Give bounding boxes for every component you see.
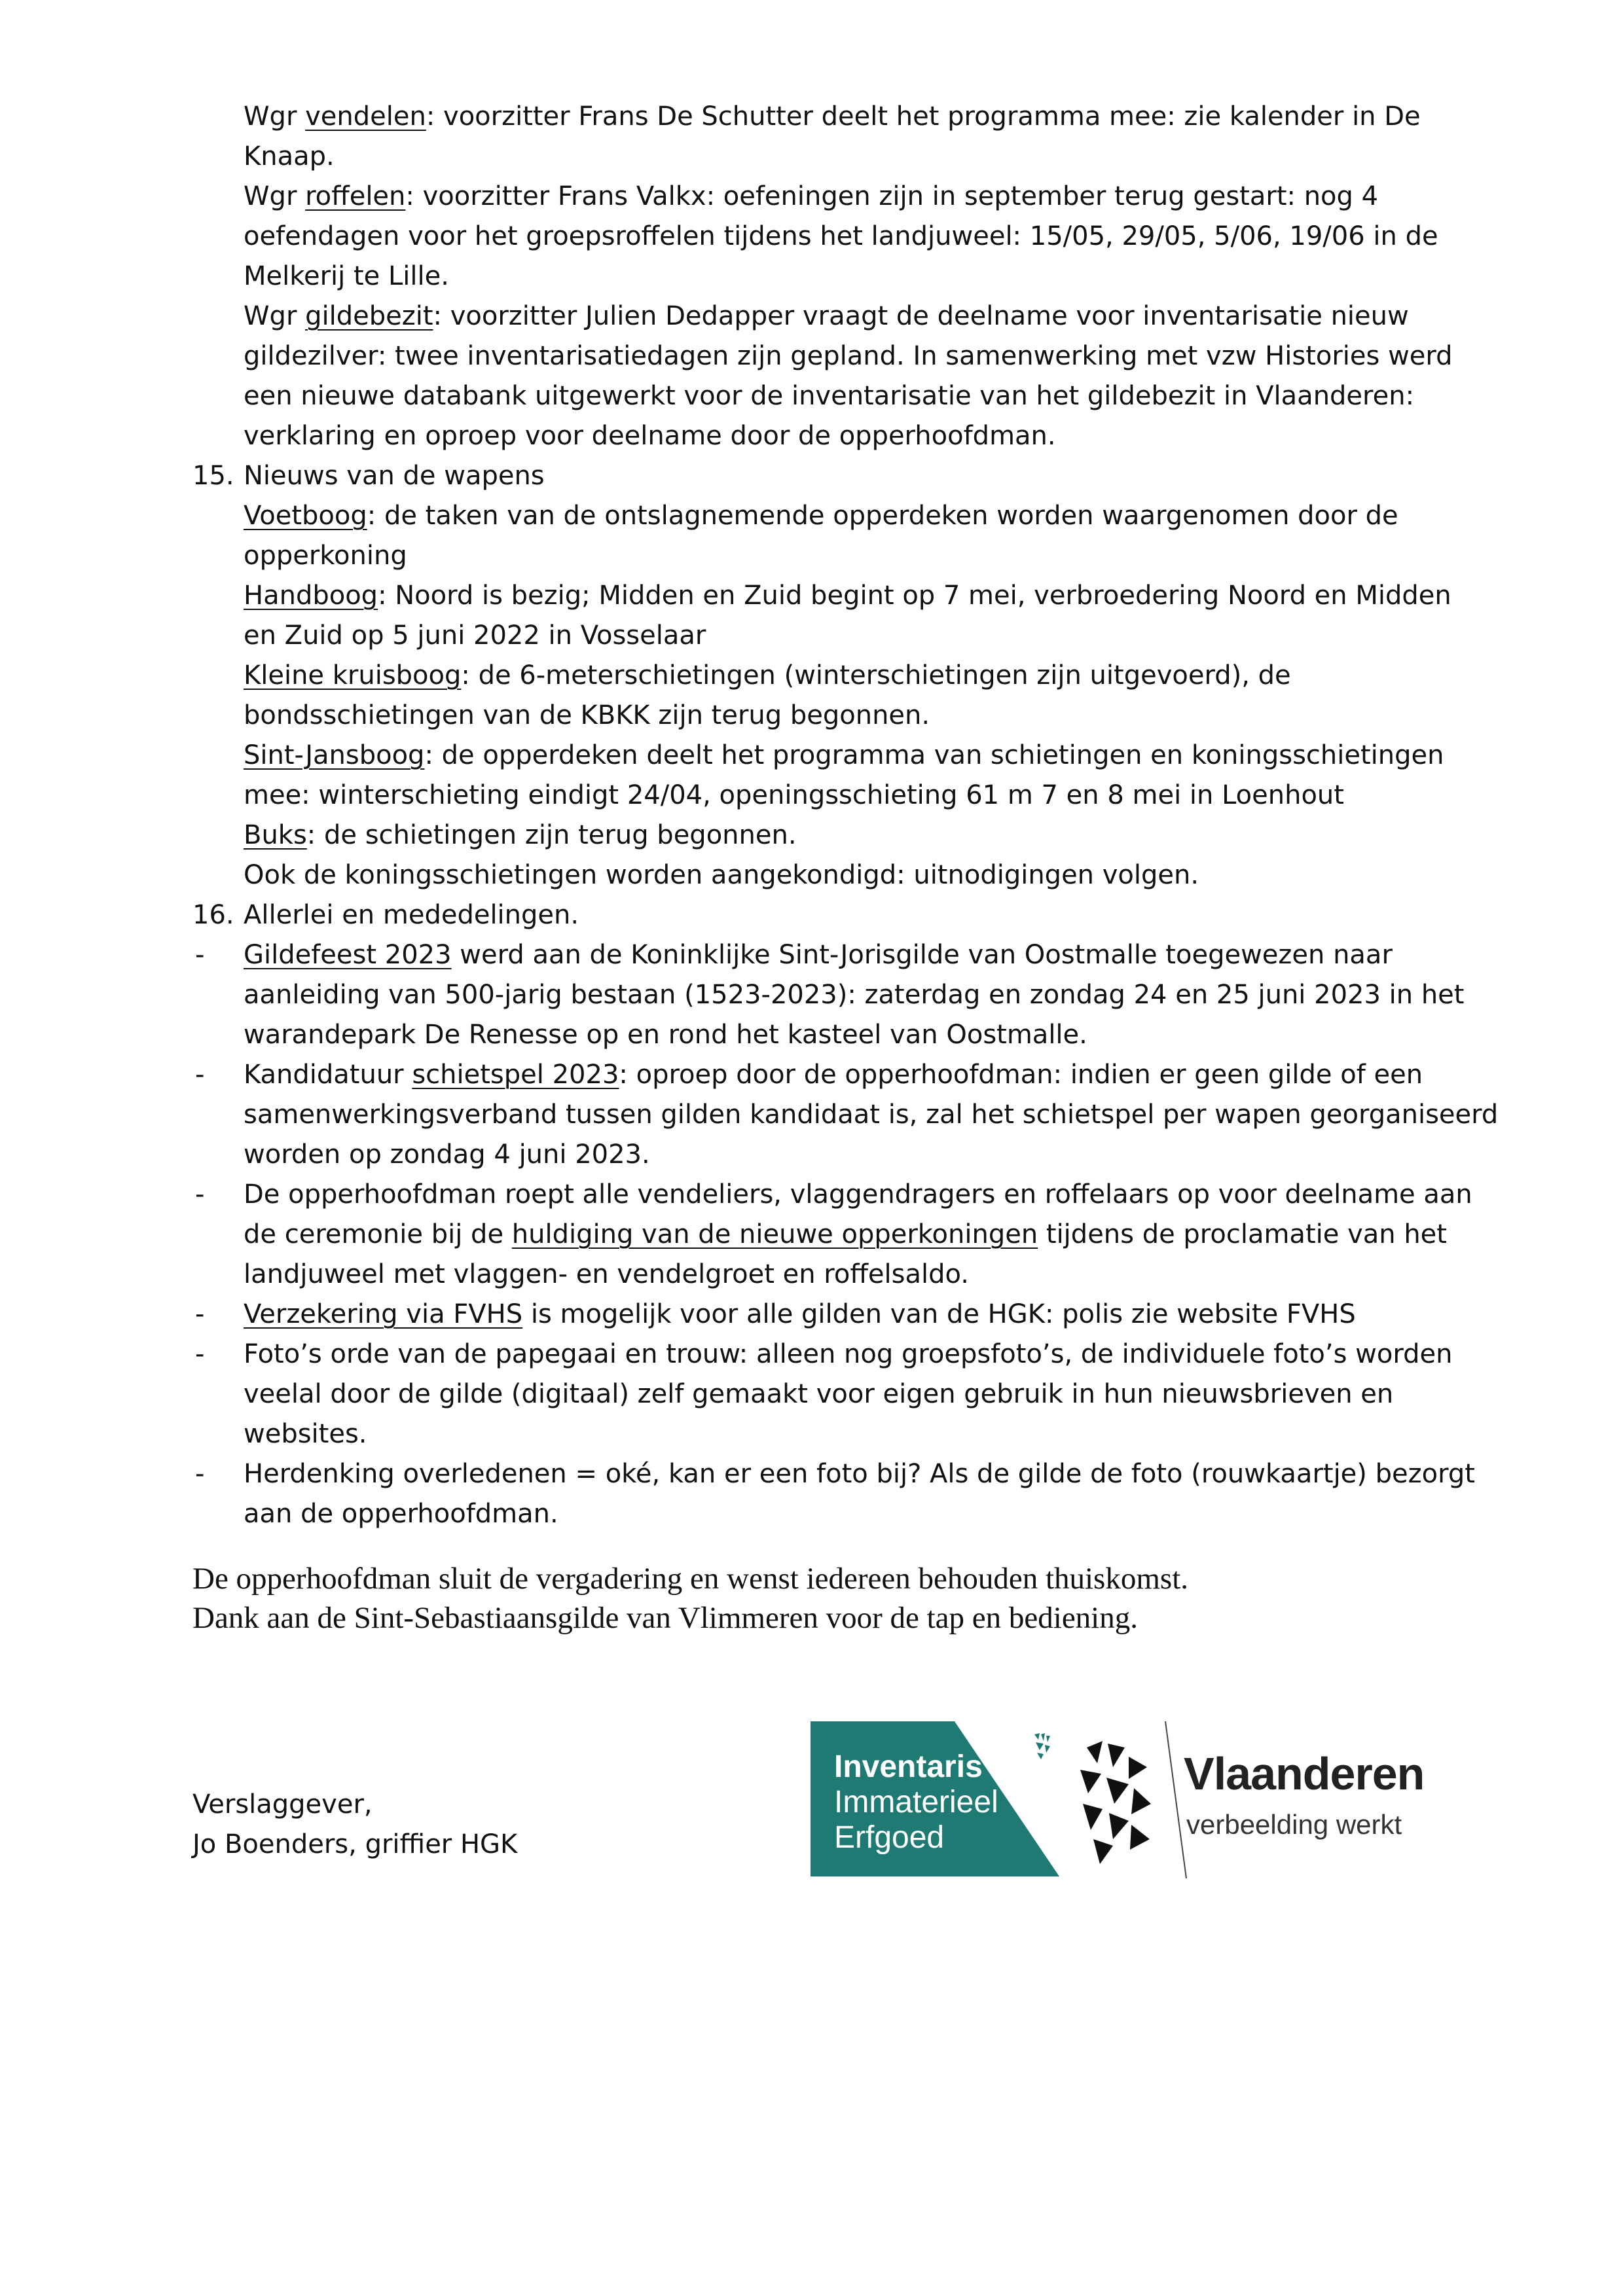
weapon-text: : de opperdeken deelt het programma van schietingen en koningsschietingen	[424, 740, 1444, 770]
gildefeest-line1	[244, 935, 1393, 975]
wgr-text: : voorzitter Frans De Schutter deelt het programma mee: zie kalender in De	[426, 101, 1421, 132]
huldiging-line3: landjuweel met vlaggen- en vendelgroet en roffelsaldo.	[244, 1259, 969, 1289]
weapon-buks-line1	[244, 816, 797, 855]
vlaanderen-logo	[1074, 1721, 1440, 1878]
wgr-prefix: Wgr	[244, 181, 306, 211]
lion-mark-icon	[1030, 1731, 1055, 1761]
wgr-roffelen-line2: oefendagen voor het groepsroffelen tijdens het landjuweel: 15/05, 29/05, 5/06, 19/06 in de	[244, 221, 1438, 251]
schietspel-link[interactable]: schietspel 2023	[412, 1060, 619, 1090]
item-16-number: 16.	[192, 900, 234, 930]
wgr-roffelen-line3: Melkerij te Lille.	[244, 261, 449, 291]
weapon-voetboog-line1	[244, 496, 1398, 536]
bullet-text: tijdens de proclamatie van het	[1038, 1219, 1447, 1249]
weapon-kruisboog-line2: bondsschietingen van de KBKK zijn terug begonnen.	[244, 700, 930, 730]
logo-iie-line3: Erfgoed	[834, 1820, 945, 1855]
verzekering-line1	[244, 1295, 1356, 1335]
wgr-prefix: Wgr	[244, 301, 306, 331]
verzekering-link[interactable]: Verzekering via FVHS	[244, 1299, 523, 1329]
weapon-text: : Noord is bezig; Midden en Zuid begint op 7 mei, verbroedering Noord en Midden	[378, 581, 1451, 611]
wgr-gildebezit-link[interactable]: gildebezit	[305, 301, 433, 331]
weapon-voetboog-line2: opperkoning	[244, 541, 407, 571]
inventaris-immaterieel-erfgoed-logo	[811, 1721, 1059, 1876]
huldiging-line1: De opperhoofdman roept alle vendeliers, vlaggendragers en roffelaars op voor deelname aan	[244, 1179, 1472, 1210]
wgr-roffelen-line1	[244, 177, 1378, 217]
weapon-kruisboog-line1	[244, 656, 1291, 696]
weapon-text: : de schietingen zijn terug begonnen.	[306, 820, 797, 850]
item-15-number: 15.	[192, 461, 234, 491]
weapon-text: : de taken van de ontslagnemende opperdeken worden waargenomen door de	[367, 501, 1398, 531]
wgr-prefix: Wgr	[244, 101, 306, 132]
weapon-voetboog-link[interactable]: Voetboog	[244, 501, 367, 531]
schietspel-line2: samenwerkingsverband tussen gilden kandidaat is, zal het schietspel per wapen georganiseerd	[244, 1100, 1499, 1130]
gildefeest-link[interactable]: Gildefeest 2023	[244, 940, 452, 970]
herdenking-line2: aan de opperhoofdman.	[244, 1499, 558, 1529]
item-16-title: Allerlei en mededelingen.	[244, 900, 579, 930]
wgr-vendelen-link[interactable]: vendelen	[305, 101, 426, 132]
wgr-vendelen-line2: Knaap.	[244, 141, 335, 171]
bullet-text: : oproep door de opperhoofdman: indien er geen gilde of een	[619, 1060, 1423, 1090]
weapon-kruisboog-link[interactable]: Kleine kruisboog	[244, 660, 462, 691]
weapon-handboog-link[interactable]: Handboog	[244, 581, 378, 611]
gildefeest-line2: aanleiding van 500-jarig bestaan (1523-2023): zaterdag en zondag 24 en 25 juni 2023 in het	[244, 980, 1465, 1010]
schietspel-line1	[244, 1055, 1423, 1095]
weapon-jansboog-line2: mee: winterschieting eindigt 24/04, openingsschieting 61 m 7 en 8 mei in Loenhout	[244, 780, 1344, 810]
item-15-title: Nieuws van de wapens	[244, 461, 545, 491]
huldiging-line2	[244, 1215, 1447, 1255]
wgr-roffelen-link[interactable]: roffelen	[305, 181, 406, 211]
weapon-handboog-line1	[244, 576, 1451, 616]
flemish-lion-icon	[1074, 1741, 1152, 1865]
huldiging-link[interactable]: huldiging van de nieuwe opperkoningen	[511, 1219, 1038, 1249]
wgr-gildebezit-line1	[244, 296, 1409, 336]
wgr-text: : voorzitter Frans Valkx: oefeningen zijn in september terug gestart: nog 4	[405, 181, 1379, 211]
wgr-vendelen-line1	[244, 97, 1421, 137]
logo-iie-line1: Inventaris	[834, 1749, 983, 1784]
weapon-handboog-line2: en Zuid op 5 juni 2022 in Vosselaar	[244, 620, 706, 651]
bullet-text: de ceremonie bij de	[244, 1219, 512, 1249]
item-15-closing: Ook de koningsschietingen worden aangekondigd: uitnodigingen volgen.	[244, 860, 1199, 890]
closing-line2: Dank aan de Sint-Sebastiaansgilde van Vlimmeren voor de tap en bediening.	[192, 1601, 1138, 1635]
wgr-gildebezit-line3: een nieuwe databank uitgewerkt voor de inventarisatie van het gildebezit in Vlaanderen:	[244, 381, 1415, 411]
bullet-dash: -	[195, 1179, 205, 1210]
bullet-dash: -	[195, 1299, 205, 1329]
bullet-dash: -	[195, 1060, 205, 1090]
logo-iie-line2: Immaterieel	[834, 1785, 998, 1820]
bullet-text: werd aan de Koninklijke Sint-Jorisgilde van Oostmalle toegewezen naar	[451, 940, 1393, 970]
fotos-line1: Foto’s orde van de papegaai en trouw: alleen nog groepsfoto’s, de individuele foto’s worden	[244, 1339, 1453, 1369]
bullet-text: Kandidatuur	[244, 1060, 412, 1090]
weapon-jansboog-line1	[244, 736, 1444, 776]
bullet-dash: -	[195, 940, 205, 970]
signature-name: Jo Boenders, griffier HGK	[192, 1829, 518, 1859]
bullet-dash: -	[195, 1339, 205, 1369]
signature-role: Verslaggever,	[192, 1789, 373, 1820]
closing-line1: De opperhoofdman sluit de vergadering en wenst iedereen behouden thuiskomst.	[192, 1562, 1189, 1596]
wgr-text: : voorzitter Julien Dedapper vraagt de deelname voor inventarisatie nieuw	[433, 301, 1409, 331]
gildefeest-line3: warandepark De Renesse op en rond het kasteel van Oostmalle.	[244, 1020, 1087, 1050]
bullet-dash: -	[195, 1459, 205, 1489]
weapon-text: : de 6-meterschietingen (winterschietingen zijn uitgevoerd), de	[461, 660, 1291, 691]
herdenking-line1: Herdenking overledenen = oké, kan er een foto bij? Als de gilde de foto (rouwkaartje) bezorgt	[244, 1459, 1475, 1489]
vlaanderen-wordmark: Vlaanderen	[1184, 1748, 1425, 1799]
schietspel-line3: worden op zondag 4 juni 2023.	[244, 1139, 650, 1170]
weapon-buks-link[interactable]: Buks	[244, 820, 307, 850]
wgr-gildebezit-line2: gildezilver: twee inventarisatiedagen zijn gepland. In samenwerking met vzw Histories werd	[244, 341, 1453, 371]
wgr-gildebezit-line4: verklaring en oproep voor deelname door de opperhoofdman.	[244, 421, 1056, 451]
fotos-line3: websites.	[244, 1419, 367, 1449]
bullet-text: is mogelijk voor alle gilden van de HGK: polis zie website FVHS	[522, 1299, 1356, 1329]
logo-divider	[1163, 1721, 1189, 1878]
vlaanderen-tagline: verbeelding werkt	[1186, 1809, 1402, 1840]
weapon-jansboog-link[interactable]: Sint-Jansboog	[244, 740, 425, 770]
fotos-line2: veelal door de gilde (digitaal) zelf gemaakt voor eigen gebruik in hun nieuwsbrieven en	[244, 1379, 1394, 1409]
